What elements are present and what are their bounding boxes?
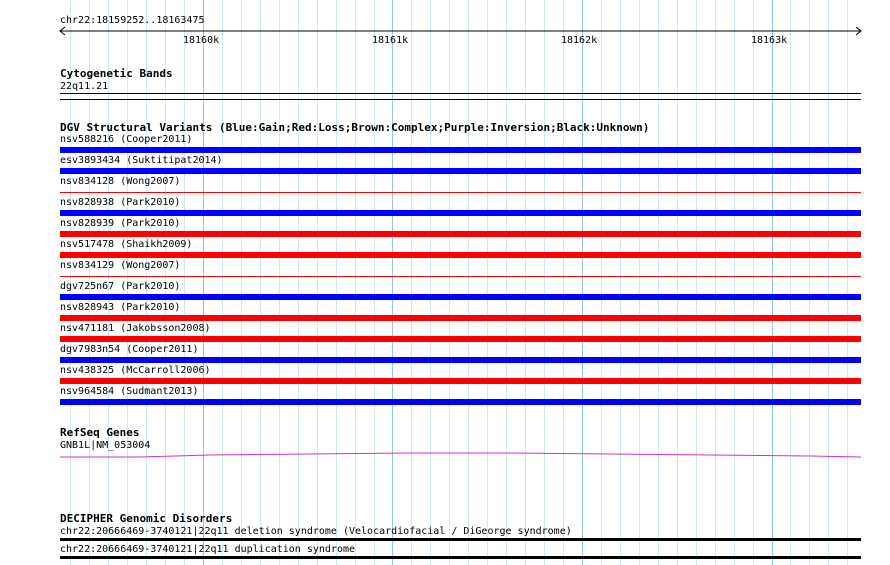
decipher-item-label[interactable]: chr22:20666469-3740121|22q11 deletion syndrome (Velocardiofacial / DiGeorge syndrome) <box>60 526 572 537</box>
dgv-variant-label[interactable]: nsv588216 (Cooper2011) <box>60 134 193 145</box>
refseq-gene-feature[interactable] <box>60 450 861 460</box>
dgv-variant-label[interactable]: nsv517478 (Shaikh2009) <box>60 239 193 250</box>
cytoband-feature[interactable] <box>60 93 861 94</box>
dgv-variant-label[interactable]: esv3893434 (Suktitipat2014) <box>60 155 223 166</box>
dgv-variant-bar[interactable] <box>60 231 861 237</box>
cytoband-label: 22q11.21 <box>60 81 109 92</box>
ruler-tick-label: 18163k <box>751 35 788 46</box>
dgv-variant-bar[interactable] <box>60 378 861 384</box>
dgv-variant-bar[interactable] <box>60 252 861 258</box>
dgv-variant-bar[interactable] <box>60 168 861 174</box>
cytobands-track-title[interactable]: Cytogenetic Bands <box>60 67 173 80</box>
dgv-variant-label[interactable]: nsv471181 (Jakobsson2008) <box>60 323 211 334</box>
dgv-variant-bar[interactable] <box>60 192 861 193</box>
decipher-item-label[interactable]: chr22:20666469-3740121|22q11 duplication syndrome <box>60 544 356 555</box>
dgv-variant-label[interactable]: nsv828943 (Park2010) <box>60 302 181 313</box>
dgv-variant-bar[interactable] <box>60 336 861 342</box>
dgv-variant-label[interactable]: nsv834128 (Wong2007) <box>60 176 181 187</box>
dgv-variant-bar[interactable] <box>60 357 861 363</box>
dgv-variant-bar[interactable] <box>60 147 861 153</box>
refseq-gene-label[interactable]: GNB1L|NM_053004 <box>60 440 151 451</box>
dgv-variant-label[interactable]: nsv438325 (McCarroll2006) <box>60 365 211 376</box>
dgv-variant-bar[interactable] <box>60 210 861 216</box>
dgv-variant-label[interactable]: nsv828938 (Park2010) <box>60 197 181 208</box>
cytoband-feature-outline <box>60 99 861 100</box>
ruler-tick-label: 18162k <box>561 35 598 46</box>
dgv-variant-bar[interactable] <box>60 294 861 300</box>
dgv-variant-bar[interactable] <box>60 276 861 277</box>
dgv-variant-label[interactable]: nsv964584 (Sudmant2013) <box>60 386 199 397</box>
decipher-feature[interactable] <box>60 556 861 559</box>
dgv-variant-label[interactable]: nsv834129 (Wong2007) <box>60 260 181 271</box>
dgv-variant-label[interactable]: dgv725n67 (Park2010) <box>60 281 181 292</box>
decipher-track-title[interactable]: DECIPHER Genomic Disorders <box>60 512 233 525</box>
dgv-variant-bar[interactable] <box>60 399 861 405</box>
ruler-tick-label: 18160k <box>183 35 220 46</box>
ruler-axis <box>56 26 866 36</box>
location-label: chr22:18159252..18163475 <box>60 15 205 26</box>
dgv-track-title[interactable]: DGV Structural Variants (Blue:Gain;Red:Loss;Brown:Complex;Purple:Inversion;Black:Unknown) <box>60 121 650 134</box>
ruler-tick-label: 18161k <box>372 35 409 46</box>
dgv-variant-label[interactable]: dgv7983n54 (Cooper2011) <box>60 344 199 355</box>
decipher-feature[interactable] <box>60 538 861 541</box>
dgv-variant-label[interactable]: nsv828939 (Park2010) <box>60 218 181 229</box>
refseq-track-title[interactable]: RefSeq Genes <box>60 426 140 439</box>
dgv-variant-bar[interactable] <box>60 315 861 321</box>
